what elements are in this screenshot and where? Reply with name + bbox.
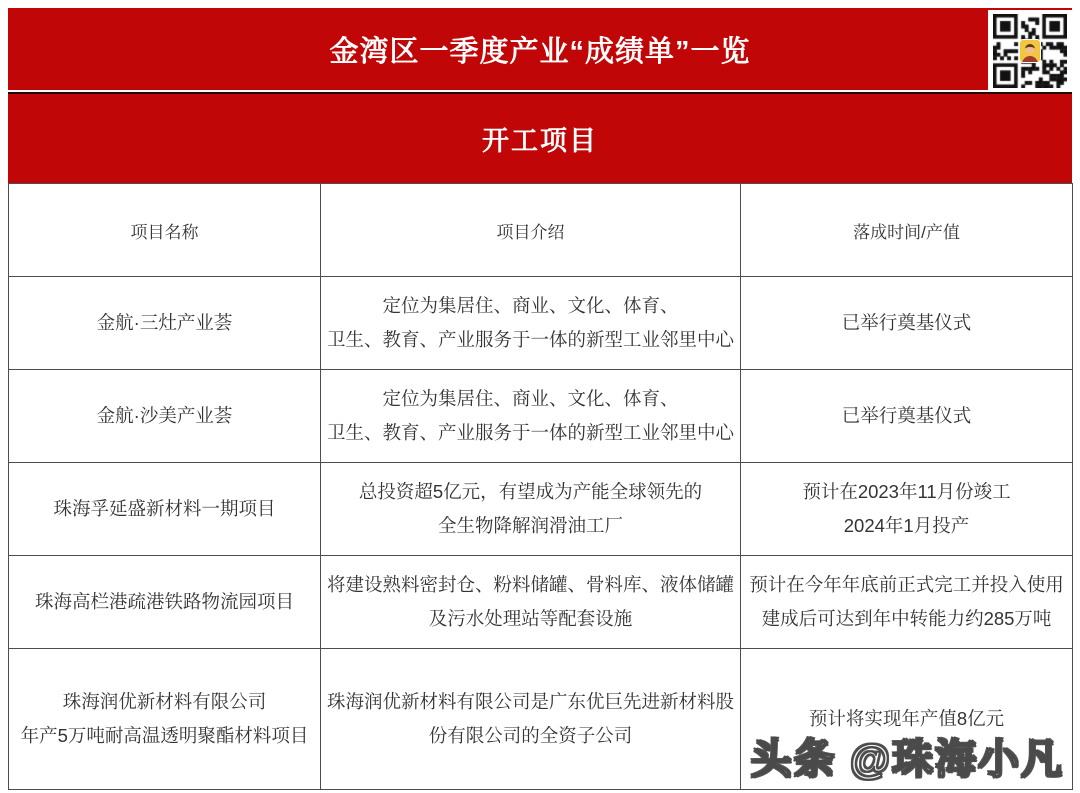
cell-project-name: 珠海高栏港疏港铁路物流园项目 [9,556,321,649]
avatar-head [1025,44,1035,54]
column-header-completion-time: 落成时间/产值 [741,184,1073,277]
column-header-project-intro: 项目介绍 [321,184,741,277]
section-title: 开工项目 [482,126,598,156]
qr-center-avatar [1019,39,1041,63]
cell-project-intro: 总投资超5亿元，有望成为产能全球领先的 全生物降解润滑油工厂 [321,463,741,556]
section-banner [8,92,1072,183]
table-row [9,556,1073,649]
cell-project-name: 金航·三灶产业荟 [9,277,321,370]
avatar-torso [1022,56,1038,63]
title-banner [8,8,1072,90]
qr-code [988,10,1072,92]
cell-completion-time: 预计在今年年底前正式完工并投入使用 建成后可达到年中转能力约285万吨 [741,556,1073,649]
cell-project-intro: 将建设熟料密封仓、粉料储罐、骨料库、液体储罐 及污水处理站等配套设施 [321,556,741,649]
column-header-project-name: 项目名称 [9,184,321,277]
cell-completion-time: 预计将实现年产值8亿元 [741,649,1073,790]
watermark: 头条 @珠海小凡 [750,736,1064,782]
cell-project-intro: 珠海润优新材料有限公司是广东优巨先进新材料股 份有限公司的全资子公司 [321,649,741,790]
cell-project-intro: 定位为集居住、商业、文化、体育、 卫生、教育、产业服务于一体的新型工业邻里中心 [321,277,741,370]
cell-project-intro: 定位为集居住、商业、文化、体育、 卫生、教育、产业服务于一体的新型工业邻里中心 [321,370,741,463]
page-title: 金湾区一季度产业“成绩单”一览 [329,35,751,68]
table-header-row [9,184,1073,277]
table-row [9,463,1073,556]
projects-table [8,183,1073,790]
cell-project-name: 金航·沙美产业荟 [9,370,321,463]
cell-project-name: 珠海润优新材料有限公司 年产5万吨耐高温透明聚酯材料项目 [9,649,321,790]
cell-completion-time: 已举行奠基仪式 [741,277,1073,370]
table-row [9,277,1073,370]
cell-completion-time: 已举行奠基仪式 [741,370,1073,463]
cell-project-name: 珠海孚延盛新材料一期项目 [9,463,321,556]
cell-completion-time: 预计在2023年11月份竣工 2024年1月投产 [741,463,1073,556]
table-row [9,370,1073,463]
